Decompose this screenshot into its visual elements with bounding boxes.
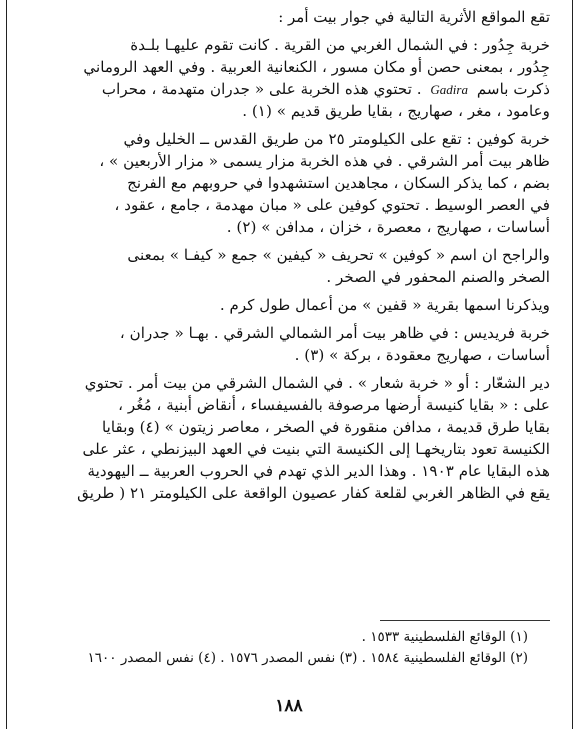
- text-line: والراجح ان اسم « كوفين » تحريف « كيفين » جمع « كيفـا » بمعنى: [127, 246, 550, 264]
- paragraph-khirbet-fureidis: [25, 322, 550, 366]
- text-line: الكنيسة تعود بتاريخهـا إلى الكنيسة التي بنيت في العهد البيزنطي ، عثر على: [82, 440, 550, 458]
- text-line: هذه البقايا عام ١٩٠٣ . وهذا الدير الذي تهدم في الحروب العربية ــ اليهودية: [87, 462, 550, 480]
- page-number: ١٨٨: [275, 696, 303, 716]
- footnotes: [28, 627, 528, 669]
- body-text: [25, 6, 550, 504]
- intro-line: تقع المواقع الأثرية التالية في جوار بيت أمر :: [278, 8, 550, 26]
- footnote: (١) الوقائع الفلسطينية ١٥٣٣ .: [361, 629, 528, 645]
- text-line: يقع في الظاهر الغربي لقلعة كفار عصيون الواقعة على الكيلومتر ٢١ ( طريق: [77, 484, 550, 502]
- paragraph-deir-shaar: [25, 372, 550, 504]
- paragraph-khirbet-kufin: [25, 128, 550, 238]
- text-line: وعامود ، مغر ، صهاريج ، بقايا طريق قديم » (١) .: [242, 102, 550, 120]
- text-line: أساسات ، صهاريج معقودة ، بركة » (٣) .: [294, 346, 550, 364]
- text-line: على : « بقايا كنيسة أرضها مرصوفة بالفسيفساء ، أنقاض أبنية ، مُغُر ،: [118, 396, 550, 414]
- paragraph-kufin-etymology: [25, 244, 550, 288]
- text-line: ظاهر بيت أمر الشرقي . في هذه الخربة مزار يسمى « مزار الأربعين » ،: [99, 152, 550, 170]
- page-edge-right: [572, 0, 573, 729]
- latin-term: Gadira: [430, 82, 468, 97]
- text-line: خربة جِدُور : في الشمال الغربي من القرية . كانت تقوم عليهـا بلـدة: [130, 36, 550, 54]
- footnote: (٢) الوقائع الفلسطينية ١٥٨٤ . (٣) نفس المصدر ١٥٧٦ . (٤) نفس المصدر ١٦٠٠: [87, 650, 528, 666]
- text-line: خربة فريديس : في ظاهر بيت أمر الشمالي الشرقي . بهـا « جدران ،: [119, 324, 550, 342]
- text-line: جِدُور ، بمعنى حصن أو مكان مسور ، الكنعانية العربية . وفي العهد الروماني: [83, 58, 550, 76]
- page-edge-left: [6, 0, 7, 729]
- text-line: بضم ، كما يذكر السكان ، مجاهدين استشهدوا في حروبهم مع الفرنج: [127, 174, 550, 192]
- text-line: خربة كوفين : تقع على الكيلومتر ٢٥ من طريق القدس ــ الخليل وفي: [123, 130, 550, 148]
- text-line-with-latin: [25, 78, 550, 100]
- text-fragment: ذكرت باسم: [476, 80, 550, 98]
- text-line: بقايا طرق قديمة ، مدافن منقورة في الصخر ، معاصر زيتون » (٤) وبقايا: [102, 418, 550, 436]
- text-line: أساسات ، صهاريج ، معصرة ، خزان ، مدافن » (٢) .: [226, 218, 550, 236]
- text-fragment: . تحتوي هذه الخربة على « جدران متهدمة ، محراب: [101, 80, 422, 98]
- text-line: دير الشعّار : أو « خربة شعار » . في الشمال الشرقي من بيت أمر . تحتوي: [84, 374, 550, 392]
- footnote-divider: [380, 620, 550, 621]
- text-line: الصخر والصنم المحفور في الصخر .: [326, 268, 550, 286]
- paragraph-qaffin: [25, 294, 550, 316]
- text-line: في العصر الوسيط . تحتوي كوفين على « مبان مهدمة ، جامع ، عقود ،: [114, 196, 550, 214]
- paragraph-khirbet-jidur: [25, 34, 550, 122]
- text-line: ويذكرنا اسمها بقرية « قفين » من أعمال طول كرم .: [219, 296, 550, 314]
